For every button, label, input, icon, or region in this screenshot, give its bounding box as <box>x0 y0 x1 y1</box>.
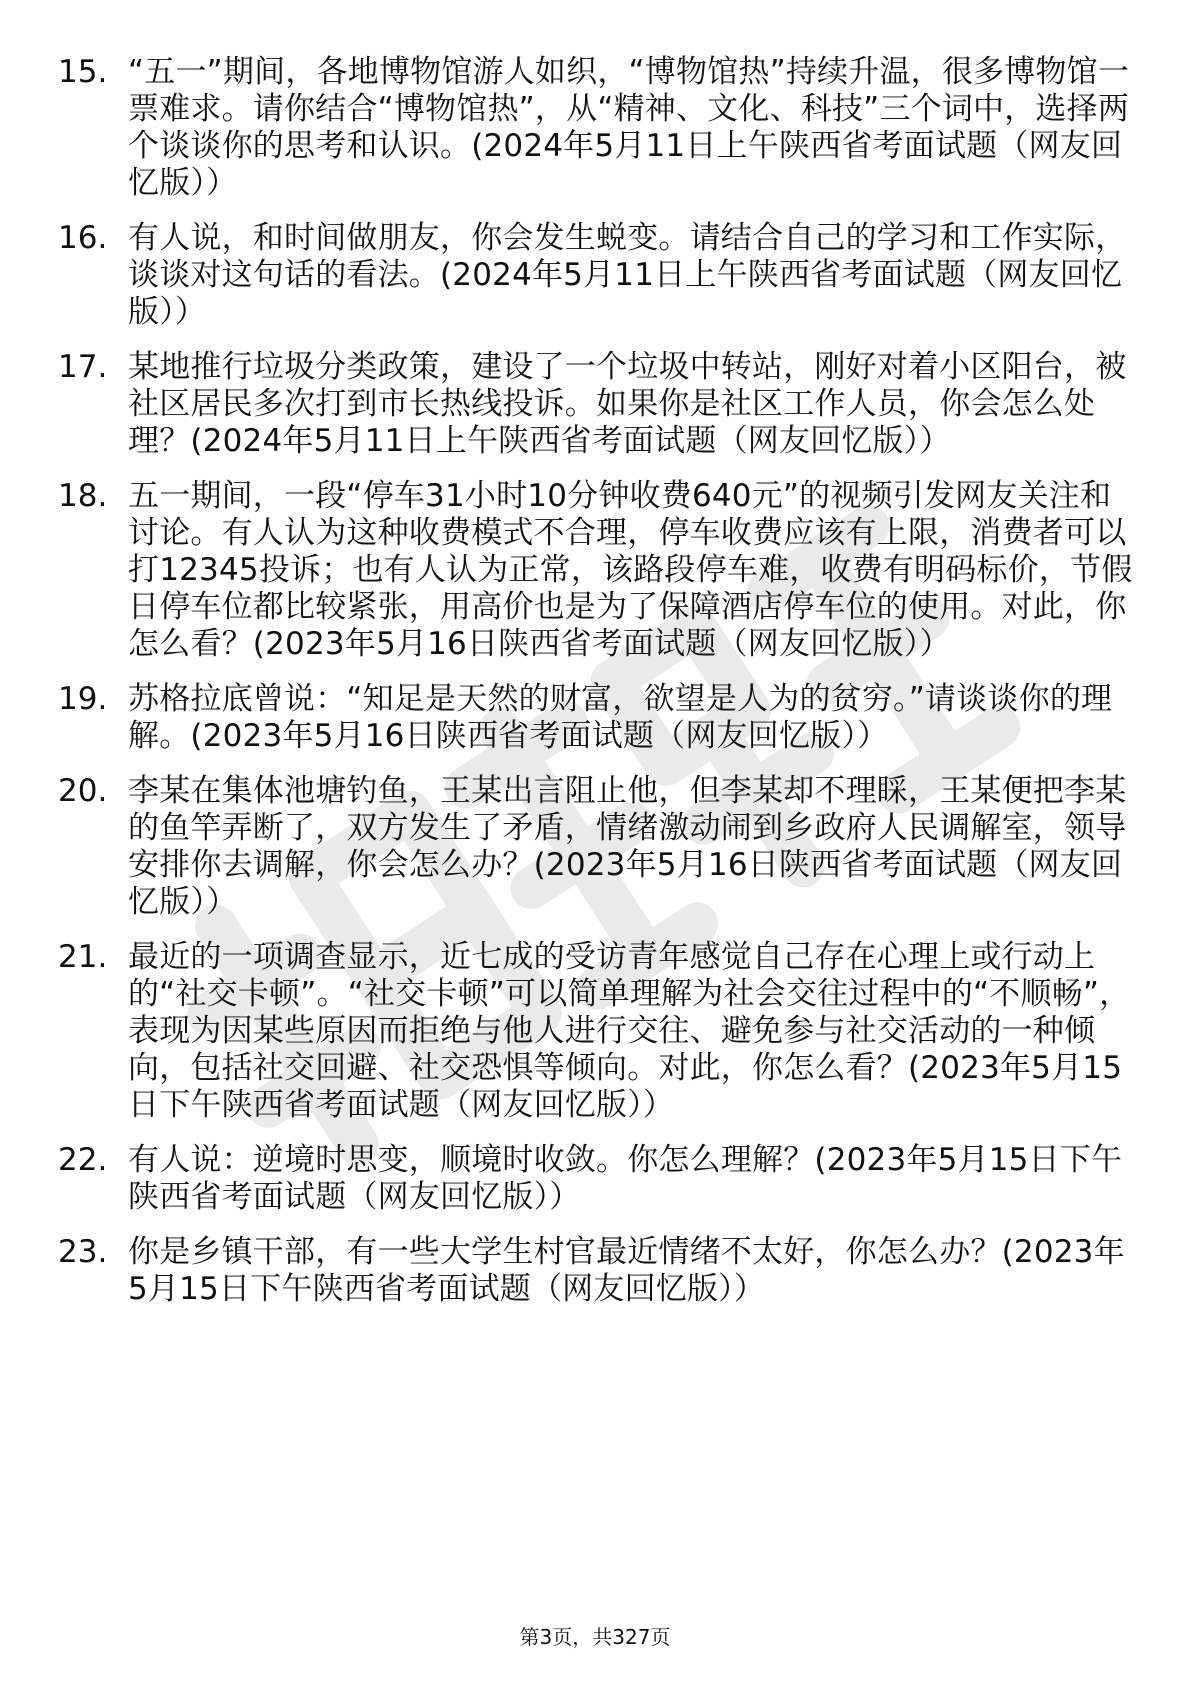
question-number: 21. <box>58 939 108 975</box>
question-text: 五一期间，一段“停车31小时10分钟收费640元”的视频引发网友关注和讨论。有人认为这种收费模式不合理，停车收费应该有上限，消费者可以打12345投诉；也有人认为正常，该路段停车难，收费有明码标价，节假日停车位都比较紧张，用高价也是为了保障酒店停车位的使用。对此，你怎么看？(2023年5月16日陕西省考面试题（网友回忆版）） <box>128 478 1133 662</box>
question-item-23 <box>58 1234 1138 1308</box>
question-text: “五一”期间，各地博物馆游人如织，“博物馆热”持续升温，很多博物馆一票难求。请你结合“博物馆热”，从“精神、文化、科技”三个词中，选择两个谈谈你的思考和认识。(2024年5月11日上午陕西省考面试题（网友回忆版）） <box>128 54 1130 201</box>
question-text: 有人说，和时间做朋友，你会发生蜕变。请结合自己的学习和工作实际，谈谈对这句话的看法。(2024年5月11日上午陕西省考面试题（网友回忆版）） <box>128 220 1127 330</box>
question-text: 有人说：逆境时思变，顺境时收敛。你怎么理解？(2023年5月15日下午陕西省考面试题（网友回忆版）） <box>128 1142 1123 1215</box>
question-item-17 <box>58 349 1138 460</box>
question-text: 某地推行垃圾分类政策，建设了一个垃圾中转站，刚好对着小区阳台，被社区居民多次打到市长热线投诉。如果你是社区工作人员，你会怎么处理？(2024年5月11日上午陕西省考面试题（网友回忆版）） <box>128 349 1127 459</box>
question-item-21 <box>58 939 1138 1124</box>
question-number: 19. <box>58 681 108 717</box>
question-text: 李某在集体池塘钓鱼，王某出言阻止他，但李某却不理睬，王某便把李某的鱼竿弄断了，双方发生了矛盾，情绪激动闹到乡政府人民调解室，领导安排你去调解，你会怎么办？(2023年5月16日陕西省考面试题（网友回忆版）） <box>128 773 1127 920</box>
question-text: 你是乡镇干部，有一些大学生村官最近情绪不太好，你怎么办？(2023年5月15日下午陕西省考面试题（网友回忆版）） <box>128 1234 1125 1307</box>
question-item-22 <box>58 1142 1138 1216</box>
question-item-19 <box>58 681 1138 755</box>
question-item-16 <box>58 220 1138 331</box>
question-text: 苏格拉底曾说：“知足是天然的财富，欲望是人为的贫穷。”请谈谈你的理解。(2023年5月16日陕西省考面试题（网友回忆版）） <box>128 681 1113 754</box>
question-item-18 <box>58 478 1138 663</box>
question-number: 15. <box>58 54 108 90</box>
question-number: 17. <box>58 349 108 385</box>
question-text: 最近的一项调查显示，近七成的受访青年感觉自己存在心理上或行动上的“社交卡顿”。“社交卡顿”可以简单理解为社会交往过程中的“不顺畅”，表现为因某些原因而拒绝与他人进行交往、避免参与社交活动的一种倾向，包括社交回避、社交恐惧等倾向。对此，你怎么看？(2023年5月15日下午陕西省考面试题（网友回忆版）） <box>128 939 1131 1123</box>
page-footer: 第3页，共327页 <box>519 1625 671 1649</box>
question-number: 18. <box>58 478 108 514</box>
question-list <box>58 54 1138 1326</box>
question-item-20 <box>58 773 1138 921</box>
question-number: 20. <box>58 773 108 809</box>
question-item-15 <box>58 54 1138 202</box>
question-number: 16. <box>58 220 108 256</box>
question-number: 23. <box>58 1234 108 1270</box>
question-number: 22. <box>58 1142 108 1178</box>
